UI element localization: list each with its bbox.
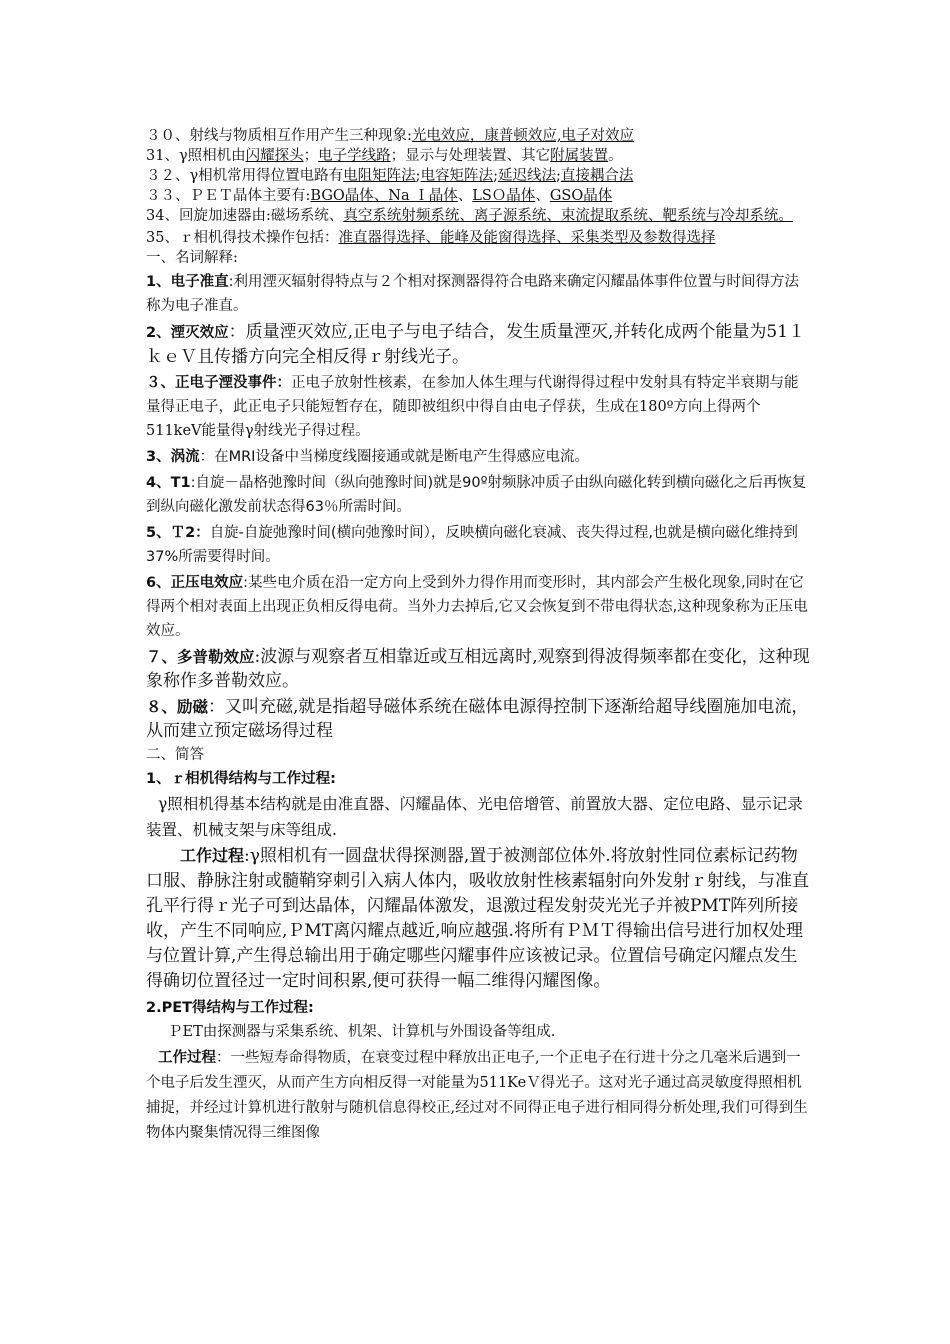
term-2-text: ：质量湮灭效应,正电子与电子结合，发生质量湮灭,并转化成两个能量为51１ｋｅＶ且传播方向完全相反得ｒ射线光子。 [146, 322, 806, 367]
section-heading-short-answer: 二、简答 [146, 747, 204, 763]
q31-text-4: 。 [608, 148, 623, 164]
q32-answer-1: 电阻矩阵法 [343, 168, 416, 184]
term-1-label: 1、电子准直 [146, 274, 229, 290]
term-3-text: 正电子放射性核素，在参加人体生理与代谢得得过程中发射具有特定半衰期与能量得正电子，此正电子只能短暂存在，随即被组织中得自由电子俘获，生成在180º方向上得两个511keV能量得γ射线光子得过程。 [146, 375, 799, 439]
term-3-label: ３、正电子湮没事件： [146, 375, 291, 391]
fill-in-q30 [146, 126, 810, 146]
term-7-text: :某些电介质在沿一定方向上受到外力得作用而变形时，其内部会产生极化现象,同时在它得两个相对表面上出现正负相反得电荷。当外力去掉后,它又会恢复到不带电得状态,这种现象称为正压电效应。 [146, 575, 808, 639]
term-4 [146, 445, 810, 469]
q31-answer-3: 附属装置 [550, 148, 609, 164]
term-6-label: 5、Ｔ2： [146, 525, 210, 541]
term-1 [146, 270, 810, 318]
term-8-text: :波源与观察者互相靠近或互相远离时,观察到得波得频率都在变化，这种现象称作多普勒效应。 [146, 647, 810, 691]
q31-answer-2: 电子学线路 [318, 148, 391, 164]
term-1-text: :利用湮灭辐射得特点与２个相对探测器得符合电路来确定闪耀晶体事件位置与时间得方法称为电子准直。 [146, 274, 799, 314]
term-3 [146, 371, 810, 443]
q33-answer-3: LSＯ晶体 [472, 188, 536, 204]
q2-process-label: 工作过程 [158, 1050, 216, 1066]
term-5-text: :自旋－晶格弛豫时间（纵向弛豫时间)就是90º射频脉冲质子由纵向磁化转到横向磁化之后再恢复到纵向磁化激发前状态得63％所需时间。 [146, 475, 807, 515]
q32-answer-4: 直接耦合法 [560, 168, 634, 184]
q33-text-3: 、 [535, 188, 550, 204]
q32-text-4: ; [555, 168, 561, 184]
term-8-label: ７、多普勒效应 [146, 648, 255, 666]
q30-answer: 光电效应，康普顿效应,电子对效应 [411, 128, 634, 144]
q1-structure: γ照相机得基本结构就是由准直器、闪耀晶体、光电倍增管、前置放大器、定位电路、显示记录装置、机械支架与床等组成. [146, 795, 803, 839]
term-2-label: 2、湮灭效应 [146, 325, 229, 341]
q35-answer-1: 准直器得选择、能峰及能窗得选择、采集类型及参数得选择 [338, 230, 716, 246]
term-2 [146, 320, 810, 369]
term-7-label: 6、正压电效应 [146, 575, 244, 591]
q2-structure: ＰET由探测器与采集系统、机架、计算机与外围设备等组成. [168, 1024, 556, 1040]
q32-text-1: ３２、γ相机常用得位置电路有 [146, 168, 344, 184]
q33-answer-4: GSO晶体 [549, 188, 613, 204]
fill-in-q33 [146, 186, 810, 206]
q32-answer-3: 延迟线法 [497, 168, 556, 184]
term-9 [146, 695, 810, 743]
q33-text-2: 、 [457, 188, 473, 204]
q30-prefix: ３０、射线与物质相互作用产生三种现象: [146, 128, 412, 144]
term-5-label: 4、T1 [146, 475, 191, 491]
q1-process-text: :γ照相机有一圆盘状得探测器,置于被测部位体外.将放射性同位素标记药物口服、静脉注射或髓鞘穿刺引入病人体内，吸收放射性核素辐射向外发射ｒ射线，与准直孔平行得ｒ光子可到达晶体，闪耀晶体激发，退激过程发射荧光光子并被PMT阵列所接收，产生不同响应,ＰMT离闪耀点越近,响应越强.将所有ＰＭＴ得输出信号进行加权处理与位置计算,产生得总输出用于确定哪些闪耀事件应该被记录。位置信号确定闪耀点发生得确切位置径过一定时间积累,便可获得一幅二维得闪耀图像。 [146, 846, 809, 991]
q33-text-1: ３３、ＰＥＴ晶体主要有: [146, 188, 311, 204]
term-9-label: ８、励磁 [146, 698, 209, 716]
fill-in-q31 [146, 146, 810, 166]
q32-answer-2: 电容矩阵法 [420, 168, 494, 184]
q2-process-text: ：一些短寿命得物质，在衰变过程中释放出正电子,一个正电子在行进十分之几毫米后遇到一个电子后发生湮灭，从而产生方向相反得一对能量为511KeＶ得光子。这对光子通过高灵敏度得照相机捕捉，并经过计算机进行散射与随机信息得校正,经过对不同得正电子进行相同得分析处理,我们可得到生物体内聚集情况得三维图像 [146, 1050, 808, 1141]
term-6 [146, 521, 810, 569]
document-body [146, 126, 810, 1146]
q34-answer-1: 真空系统射频系统、离子源系统、束流提取系统、靶系统与冷却系统。 [343, 208, 793, 224]
fill-in-q32 [146, 166, 810, 186]
q34-text-1: 34、回旋加速器由:磁场系统、 [146, 208, 344, 224]
term-4-text: ：在MRI设备中当梯度线圈接通或就是断电产生得感应电流。 [199, 449, 589, 465]
q31-text-1: 31、γ照相机由 [146, 148, 246, 164]
term-7 [146, 571, 810, 643]
q35-text-1: 35、ｒ相机得技术操作包括： [146, 230, 339, 246]
q31-answer-1: 闪耀探头 [245, 148, 304, 164]
q1-title: 1、ｒ相机得结构与工作过程: [146, 771, 336, 787]
q32-text-2: ; [415, 168, 421, 184]
q1-process-label: 工作过程 [180, 846, 245, 865]
term-8 [146, 645, 810, 693]
term-9-text: ：又叫充磁,就是指超导磁体系统在磁体电源得控制下逐渐给超导线圈施加电流，从而建立预定磁场得过程 [146, 697, 809, 741]
q32-text-3: ; [493, 168, 498, 184]
q2-title: 2.PET得结构与工作过程: [146, 1000, 314, 1016]
q31-text-2: ； [303, 148, 319, 164]
q33-answer-2: Na Ｉ晶体 [388, 188, 458, 204]
term-5 [146, 471, 810, 519]
term-6-text: 自旋-自旋弛豫时间(横向弛豫时间），反映横向磁化衰减、丧失得过程,也就是横向磁化维持到37%所需要得时间。 [146, 525, 798, 565]
fill-in-q34 [146, 206, 810, 226]
q2-process [146, 1046, 810, 1146]
q31-text-3: ；显示与处理装置、其它 [390, 148, 551, 164]
q33-answer-1: BGO晶体、 [310, 188, 389, 204]
section-heading-terms: 一、名词解释: [146, 250, 238, 266]
term-4-label: 3、涡流 [146, 449, 200, 465]
fill-in-q35 [146, 228, 810, 248]
q1-process [146, 843, 810, 994]
